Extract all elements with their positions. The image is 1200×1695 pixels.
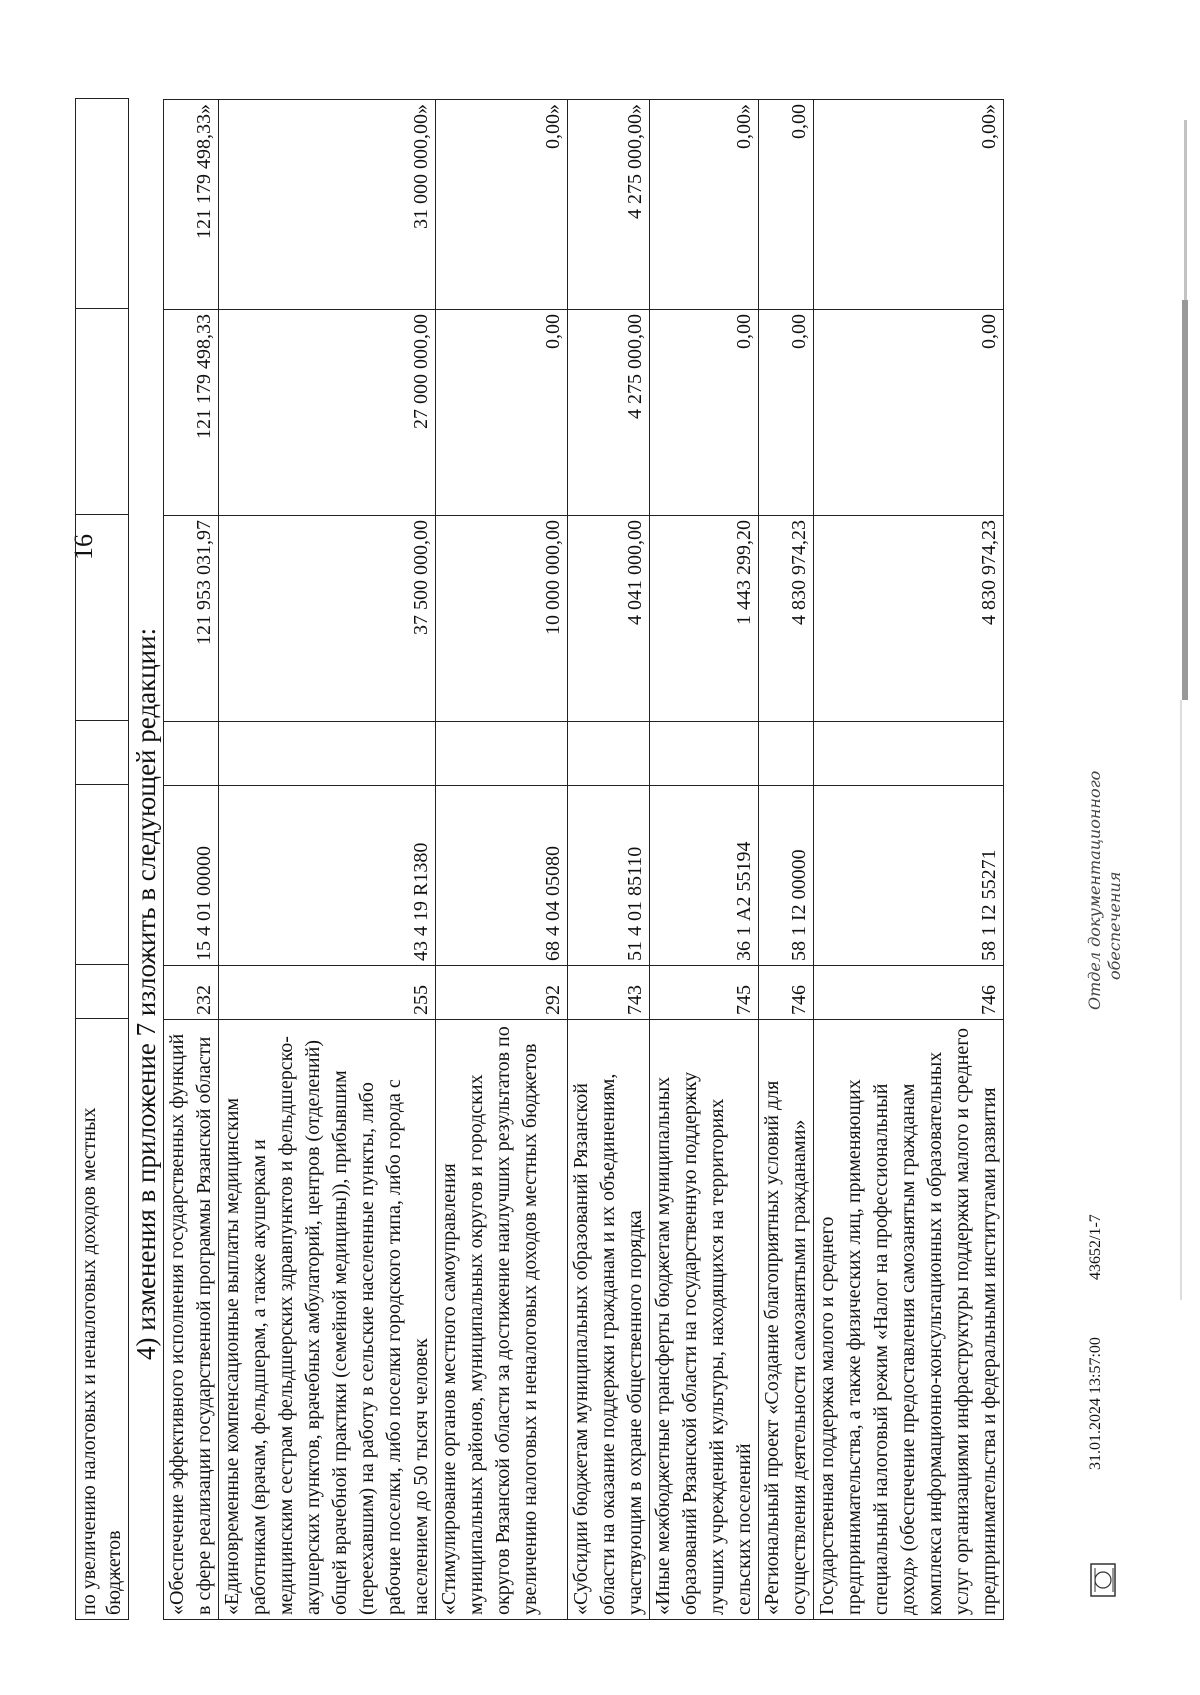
row-name-cell: «Обеспечение эффективного исполнения государственных функций в сфере реализации государственной программы Рязанской области (164, 1020, 219, 1620)
scan-edge-artifact (1172, 0, 1200, 1695)
carryover-name-cell (76, 1018, 128, 1619)
row-code-cell: 58 1 I2 55271 (814, 786, 1004, 966)
row-2025-cell: 4 275 000,00 (568, 310, 650, 516)
row-code-cell: 43 4 19 R1380 (219, 786, 436, 966)
rotated-page-content (69, 100, 1130, 1620)
row-2026-cell: 0,00» (436, 100, 568, 310)
table-row (759, 100, 814, 1620)
budget-table (163, 99, 1004, 1620)
table-row (568, 100, 650, 1620)
row-2025-cell: 27 000 000,00 (219, 310, 436, 516)
row-2025-cell: 0,00 (814, 310, 1004, 516)
row-name-cell: «Региональный проект «Создание благоприятных условий для осуществления деятельности самозанятыми гражданами» (759, 1020, 814, 1620)
row-empty-cell (814, 722, 1004, 786)
row-grbs-cell: 743 (568, 966, 650, 1020)
table-row (436, 100, 568, 1620)
row-2026-cell: 31 000 000,00» (219, 100, 436, 310)
row-empty-cell (164, 722, 219, 786)
row-grbs-cell: 292 (436, 966, 568, 1020)
row-empty-cell (568, 722, 650, 786)
budget-table-body (164, 100, 1004, 1620)
printer-logo-icon (1083, 1560, 1123, 1600)
table-row (650, 100, 759, 1620)
row-name-cell: Государственная поддержка малого и среднего предпринимательства, а также физических лиц, применяющих специальный налоговый режим «Налог на профессиональный доход» (обеспечение предоставления самозанятым гражданам комплекса информационно-консультационных и образовательных услуг организациями инфраструктуры поддержки малого и среднего предпринимательства и федеральными институтами развития (814, 1020, 1004, 1620)
row-2026-cell: 0,00» (650, 100, 759, 310)
row-2026-cell: 4 275 000,00» (568, 100, 650, 310)
row-grbs-cell: 746 (759, 966, 814, 1020)
carryover-code-cell (76, 784, 128, 965)
stamp-line1: Отдел документационного (1085, 770, 1104, 1010)
row-name-cell: «Единовременные компенсационные выплаты медицинским работникам (врачам, фельдшерам, а также акушеркам и медицинским сестрам фельдшерских здравпунктов и фельдшерско-акушерских пунктов, врачебных амбулаторий, центров (отделений) общей врачебной практики (семейной медицины)), прибывшим (переехавшим) на работу в сельские населенные пункты, либо рабочие поселки, либо поселки городского типа, либо города с населением до 50 тысяч человек (219, 1020, 436, 1620)
row-grbs-cell: 232 (164, 966, 219, 1020)
row-empty-cell (759, 722, 814, 786)
row-code-cell: 51 4 01 85110 (568, 786, 650, 966)
carryover-2024-cell (76, 514, 128, 721)
carryover-text-line1: по увеличению налоговых и неналоговых доходов местных (78, 1107, 100, 1615)
row-2024-cell: 4 041 000,00 (568, 516, 650, 722)
row-2026-cell: 0,00 (759, 100, 814, 310)
carryover-text-line2: бюджетов (103, 1530, 125, 1615)
table-row (814, 100, 1004, 1620)
stamp-line2: обеспечения (1105, 871, 1124, 980)
footer-doc-id: 43652/1-7 (1087, 1214, 1104, 1280)
table-row (164, 100, 219, 1620)
row-empty-cell (219, 722, 436, 786)
row-2025-cell: 0,00 (650, 310, 759, 516)
carryover-empty-cell (76, 720, 128, 785)
carryover-grbs-cell (76, 964, 128, 1019)
carryover-2025-cell (76, 308, 128, 515)
row-code-cell: 15 4 01 00000 (164, 786, 219, 966)
row-2024-cell: 4 830 974,23 (814, 516, 1004, 722)
row-2025-cell: 0,00 (759, 310, 814, 516)
table-row (219, 100, 436, 1620)
footer-datetime: 31.01.2024 13:57:00 (1087, 1337, 1104, 1470)
row-2024-cell: 4 830 974,23 (759, 516, 814, 722)
row-name-cell: «Субсидии бюджетам муниципальных образований Рязанской области на оказание поддержки гражданам и их объединениям, участвующим в охране общественного порядка (568, 1020, 650, 1620)
section-heading: 4) изменения в приложение 7 изложить в следующей редакции: (131, 627, 161, 1360)
row-2025-cell: 0,00 (436, 310, 568, 516)
row-name-cell: «Стимулирование органов местного самоуправления муниципальных районов, муниципальных округов и городских округов Рязанской области за достижение наилучших результатов по увеличению налоговых и неналоговых доходов местных бюджетов (436, 1020, 568, 1620)
row-empty-cell (436, 722, 568, 786)
row-code-cell: 58 1 I2 00000 (759, 786, 814, 966)
row-grbs-cell: 746 (814, 966, 1004, 1020)
row-empty-cell (650, 722, 759, 786)
row-code-cell: 36 1 А2 55194 (650, 786, 759, 966)
row-2024-cell: 121 953 031,97 (164, 516, 219, 722)
row-2025-cell: 121 179 498,33 (164, 310, 219, 516)
row-2024-cell: 1 443 299,20 (650, 516, 759, 722)
row-2024-cell: 10 000 000,00 (436, 516, 568, 722)
row-2026-cell: 0,00» (814, 100, 1004, 310)
row-grbs-cell: 745 (650, 966, 759, 1020)
row-code-cell: 68 4 04 05080 (436, 786, 568, 966)
row-grbs-cell: 255 (219, 966, 436, 1020)
row-2024-cell: 37 500 000,00 (219, 516, 436, 722)
row-2026-cell: 121 179 498,33» (164, 100, 219, 310)
carryover-table-row (75, 98, 129, 1620)
row-name-cell: «Иные межбюджетные трансферты бюджетам муниципальных образований Рязанской области на государственную поддержку лучших учреждений культуры, находящихся на территориях сельских поселений (650, 1020, 759, 1620)
page-number: 16 (69, 534, 98, 560)
